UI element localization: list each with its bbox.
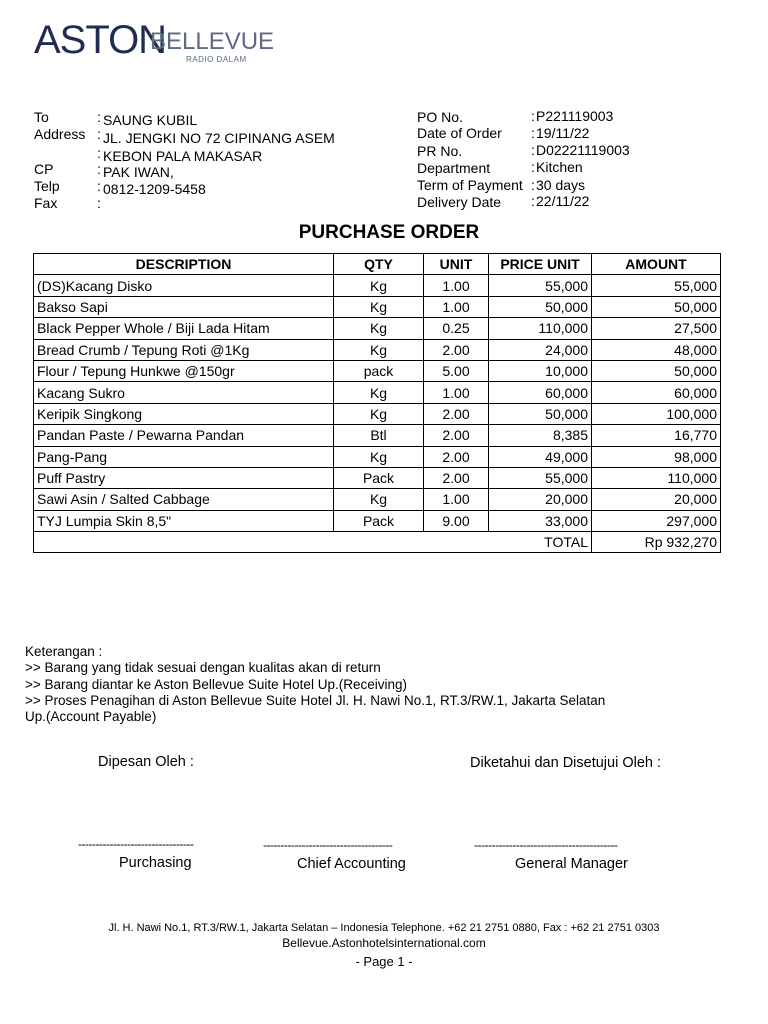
col-price-unit: PRICE UNIT bbox=[489, 254, 592, 275]
notes-line: >> Proses Penagihan di Aston Bellevue Suite Hotel Jl. H. Nawi No.1, RT.3/RW.1, Jakarta Selatan bbox=[25, 692, 606, 708]
col-unit: UNIT bbox=[424, 254, 489, 275]
term-value: 30 days bbox=[536, 177, 586, 193]
item-price-unit: 50,000 bbox=[489, 296, 592, 317]
item-unit: 1.00 bbox=[424, 382, 489, 403]
table-row bbox=[34, 382, 721, 403]
colon: : bbox=[97, 126, 101, 142]
role-purchasing: Purchasing bbox=[119, 855, 192, 871]
item-description: TYJ Lumpia Skin 8,5" bbox=[34, 510, 334, 531]
page-title: PURCHASE ORDER bbox=[298, 222, 480, 243]
item-qty: Kg bbox=[334, 382, 424, 403]
item-description: Bakso Sapi bbox=[34, 296, 334, 317]
vendor-cp-value: PAK IWAN, bbox=[103, 164, 174, 180]
item-description: Pandan Paste / Pewarna Pandan bbox=[34, 425, 334, 446]
item-amount: 60,000 bbox=[592, 382, 721, 403]
vendor-to-label: To bbox=[34, 109, 49, 125]
colon: : bbox=[531, 125, 535, 141]
table-row bbox=[34, 489, 721, 510]
signature-line-gm: ----------------------------------------- bbox=[474, 838, 618, 852]
delivery-value: 22/11/22 bbox=[536, 193, 590, 209]
table-row bbox=[34, 296, 721, 317]
item-amount: 100,000 bbox=[592, 403, 721, 424]
item-unit: 0.25 bbox=[424, 318, 489, 339]
colon: : bbox=[97, 161, 101, 177]
footer-website: Bellevue.Astonhotelsinternational.com bbox=[282, 936, 486, 950]
item-description: Black Pepper Whole / Biji Lada Hitam bbox=[34, 318, 334, 339]
item-unit: 5.00 bbox=[424, 360, 489, 381]
item-unit: 1.00 bbox=[424, 296, 489, 317]
item-qty: Kg bbox=[334, 339, 424, 360]
pr-label: PR No. bbox=[417, 143, 463, 159]
item-description: Kacang Sukro bbox=[34, 382, 334, 403]
table-row bbox=[34, 467, 721, 488]
table-row bbox=[34, 510, 721, 531]
item-description: Puff Pastry bbox=[34, 467, 334, 488]
dept-value: Kitchen bbox=[536, 159, 583, 175]
item-description: Pang-Pang bbox=[34, 446, 334, 467]
total-label: TOTAL bbox=[489, 532, 592, 553]
page-number: - Page 1 - bbox=[355, 954, 413, 969]
notes bbox=[25, 644, 605, 725]
item-unit: 9.00 bbox=[424, 510, 489, 531]
col-amount: AMOUNT bbox=[592, 254, 721, 275]
item-qty: Kg bbox=[334, 489, 424, 510]
item-amount: 16,770 bbox=[592, 425, 721, 446]
date-value: 19/11/22 bbox=[536, 125, 590, 141]
vendor-address-label: Address bbox=[34, 126, 86, 142]
item-amount: 55,000 bbox=[592, 275, 721, 296]
item-qty: Kg bbox=[334, 275, 424, 296]
item-price-unit: 33,000 bbox=[489, 510, 592, 531]
vendor-address-line2: KEBON PALA MAKASAR bbox=[103, 148, 263, 164]
col-description: DESCRIPTION bbox=[34, 254, 334, 275]
table-row bbox=[34, 275, 721, 296]
logo-location: RADIO DALAM bbox=[186, 55, 247, 64]
item-amount: 27,500 bbox=[592, 318, 721, 339]
colon: : bbox=[531, 142, 535, 158]
items-table bbox=[33, 253, 721, 553]
table-row bbox=[34, 360, 721, 381]
pr-value: D02221119003 bbox=[536, 142, 630, 158]
item-price-unit: 49,000 bbox=[489, 446, 592, 467]
table-row bbox=[34, 403, 721, 424]
role-general-manager: General Manager bbox=[515, 856, 628, 872]
colon: : bbox=[97, 145, 101, 161]
approved-by-label: Diketahui dan Disetujui Oleh : bbox=[470, 755, 662, 771]
total-value: Rp 932,270 bbox=[592, 532, 721, 553]
vendor-telp-value: 0812-1209-5458 bbox=[103, 181, 206, 197]
item-unit: 2.00 bbox=[424, 425, 489, 446]
item-unit: 2.00 bbox=[424, 339, 489, 360]
item-amount: 50,000 bbox=[592, 296, 721, 317]
item-price-unit: 50,000 bbox=[489, 403, 592, 424]
total-row bbox=[34, 532, 721, 553]
vendor-address-line1: JL. JENGKI NO 72 CIPINANG ASEM bbox=[103, 130, 335, 146]
colon: : bbox=[531, 177, 535, 193]
item-description: Flour / Tepung Hunkwe @150gr bbox=[34, 360, 334, 381]
ordered-by-label: Dipesan Oleh : bbox=[98, 754, 194, 770]
item-qty: Pack bbox=[334, 467, 424, 488]
item-unit: 1.00 bbox=[424, 275, 489, 296]
footer-address: Jl. H. Nawi No.1, RT.3/RW.1, Jakarta Selatan – Indonesia Telephone. +62 21 2751 0880, Fax : +62 21 2751 0303 bbox=[108, 922, 660, 934]
signature-line-accounting: ------------------------------------- bbox=[263, 838, 393, 852]
item-description: (DS)Kacang Disko bbox=[34, 275, 334, 296]
role-chief-accounting: Chief Accounting bbox=[297, 856, 406, 872]
item-price-unit: 20,000 bbox=[489, 489, 592, 510]
table-row bbox=[34, 425, 721, 446]
item-unit: 2.00 bbox=[424, 467, 489, 488]
item-qty: Kg bbox=[334, 446, 424, 467]
item-qty: pack bbox=[334, 360, 424, 381]
item-amount: 50,000 bbox=[592, 360, 721, 381]
logo-name: BELLEVUE bbox=[150, 28, 275, 55]
table-row bbox=[34, 339, 721, 360]
colon: : bbox=[531, 159, 535, 175]
table-row bbox=[34, 318, 721, 339]
dept-label: Department bbox=[417, 160, 491, 176]
vendor-cp-label: CP bbox=[34, 161, 54, 177]
po-label: PO No. bbox=[417, 109, 463, 125]
notes-line: >> Barang diantar ke Aston Bellevue Suite Hotel Up.(Receiving) bbox=[25, 676, 407, 692]
term-label: Term of Payment bbox=[417, 177, 523, 193]
table-header-row bbox=[34, 254, 721, 275]
date-label: Date of Order bbox=[417, 125, 502, 141]
colon: : bbox=[531, 193, 535, 209]
item-qty: Pack bbox=[334, 510, 424, 531]
notes-heading: Keterangan : bbox=[25, 644, 103, 659]
item-unit: 1.00 bbox=[424, 489, 489, 510]
item-price-unit: 110,000 bbox=[489, 318, 592, 339]
item-qty: Kg bbox=[334, 296, 424, 317]
item-description: Bread Crumb / Tepung Roti @1Kg bbox=[34, 339, 334, 360]
item-qty: Btl bbox=[334, 425, 424, 446]
item-price-unit: 55,000 bbox=[489, 467, 592, 488]
item-description: Sawi Asin / Salted Cabbage bbox=[34, 489, 334, 510]
item-price-unit: 10,000 bbox=[489, 360, 592, 381]
table-row bbox=[34, 446, 721, 467]
item-price-unit: 60,000 bbox=[489, 382, 592, 403]
item-amount: 20,000 bbox=[592, 489, 721, 510]
item-description: Keripik Singkong bbox=[34, 403, 334, 424]
item-amount: 48,000 bbox=[592, 339, 721, 360]
col-qty: QTY bbox=[334, 254, 424, 275]
item-unit: 2.00 bbox=[424, 403, 489, 424]
colon: : bbox=[97, 109, 101, 125]
item-price-unit: 55,000 bbox=[489, 275, 592, 296]
item-amount: 98,000 bbox=[592, 446, 721, 467]
notes-line: Up.(Account Payable) bbox=[25, 709, 157, 725]
item-amount: 297,000 bbox=[592, 510, 721, 531]
colon: : bbox=[531, 108, 535, 124]
vendor-telp-label: Telp bbox=[34, 178, 60, 194]
item-unit: 2.00 bbox=[424, 446, 489, 467]
po-value: P221119003 bbox=[536, 108, 614, 124]
colon: : bbox=[97, 178, 101, 194]
delivery-label: Delivery Date bbox=[417, 194, 502, 210]
total-spacer bbox=[34, 532, 489, 553]
logo-brand: ASTON bbox=[34, 18, 167, 62]
item-qty: Kg bbox=[334, 403, 424, 424]
item-qty: Kg bbox=[334, 318, 424, 339]
vendor-to-value: SAUNG KUBIL bbox=[103, 112, 198, 128]
vendor-fax-label: Fax bbox=[34, 195, 58, 211]
colon: : bbox=[97, 195, 101, 211]
notes-line: >> Barang yang tidak sesuai dengan kualitas akan di return bbox=[25, 660, 381, 676]
signature-line-purchasing: --------------------------------- bbox=[78, 837, 194, 851]
item-price-unit: 24,000 bbox=[489, 339, 592, 360]
item-price-unit: 8,385 bbox=[489, 425, 592, 446]
item-amount: 110,000 bbox=[592, 467, 721, 488]
